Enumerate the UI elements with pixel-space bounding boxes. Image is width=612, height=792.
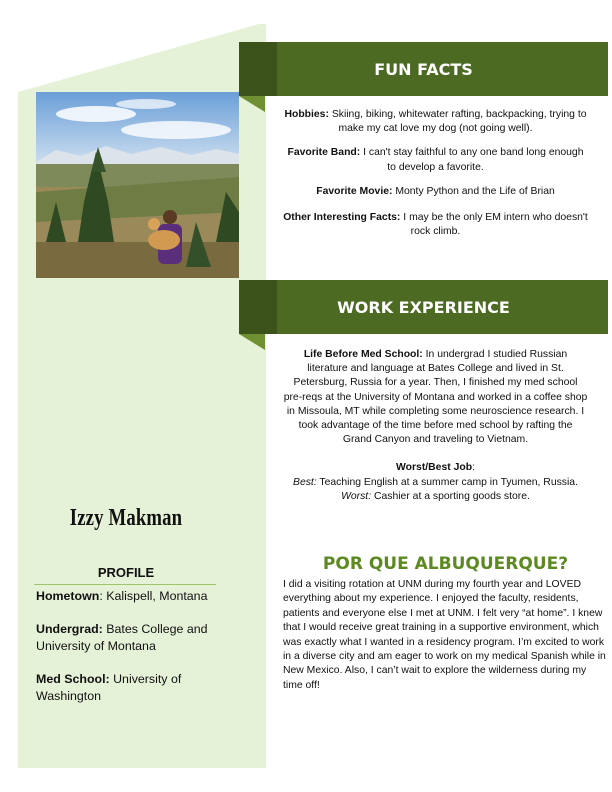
life-before-med-school-entry: Life Before Med School: In undergrad I studied Russian literature and language at Bates College and lived in St. Petersburg, Russia for a year. Then, I finished my med school pre-reqs at the University of Montana and worked in a coffee shop in Missoula, MT while completing some neuroscience research. I took advantage of the time before med school by rafting the Grand Canyon and traveling to Vietnam. xyxy=(283,349,588,446)
favorite-movie-entry: Favorite Movie: Monty Python and the Life of Brian xyxy=(316,185,555,197)
fun-facts-banner xyxy=(239,42,608,96)
profile-photo xyxy=(36,92,239,278)
profile-divider xyxy=(34,584,216,585)
work-experience-section xyxy=(283,348,588,514)
fun-facts-title: FUN FACTS xyxy=(374,59,473,79)
favorite-band-entry: Favorite Band: I can't stay faithful to any one band long enough to develop a favorite. xyxy=(287,147,584,173)
work-experience-banner xyxy=(239,280,608,334)
undergrad-entry: Undergrad: Bates College and University of Montana xyxy=(36,622,208,653)
hometown-entry: Hometown: Kalispell, Montana xyxy=(36,589,208,603)
profile-details xyxy=(36,588,236,721)
other-facts-entry: Other Interesting Facts: I may be the only EM intern who doesn't rock climb. xyxy=(283,212,588,238)
why-albuquerque-body: I did a visiting rotation at UNM during my fourth year and LOVED everything about my experience. I enjoyed the faculty, residents, patients and everyone else I met at UNM. I felt very “at home”. I knew that I would receive great training in a supportive environment, which was exactly what I wanted in a residency program. I’m excited to work in a diverse city and am eager to work on my medical Spanish while in New Mexico. Also, I can’t wait to explore the wilderness during my time off! xyxy=(283,579,606,691)
why-albuquerque-title: POR QUE ALBUQUERQUE? xyxy=(322,554,569,574)
work-experience-title: WORK EXPERIENCE xyxy=(337,297,510,317)
fun-facts-section xyxy=(283,108,588,249)
profile-heading: PROFILE xyxy=(97,565,155,580)
med-school-entry: Med School: University of Washington xyxy=(36,672,182,703)
person-name: Izzy Makman xyxy=(69,505,183,531)
hobbies-entry: Hobbies: Skiing, biking, whitewater rafting, backpacking, trying to make my cat love my dog (not going well). xyxy=(284,109,587,135)
best-job-entry: Best: Teaching English at a summer camp in Tyumen, Russia. xyxy=(293,476,578,488)
worst-job-entry: Worst: Cashier at a sporting goods store. xyxy=(341,490,530,502)
worst-best-job-entry: Worst/Best Job: xyxy=(396,462,475,474)
